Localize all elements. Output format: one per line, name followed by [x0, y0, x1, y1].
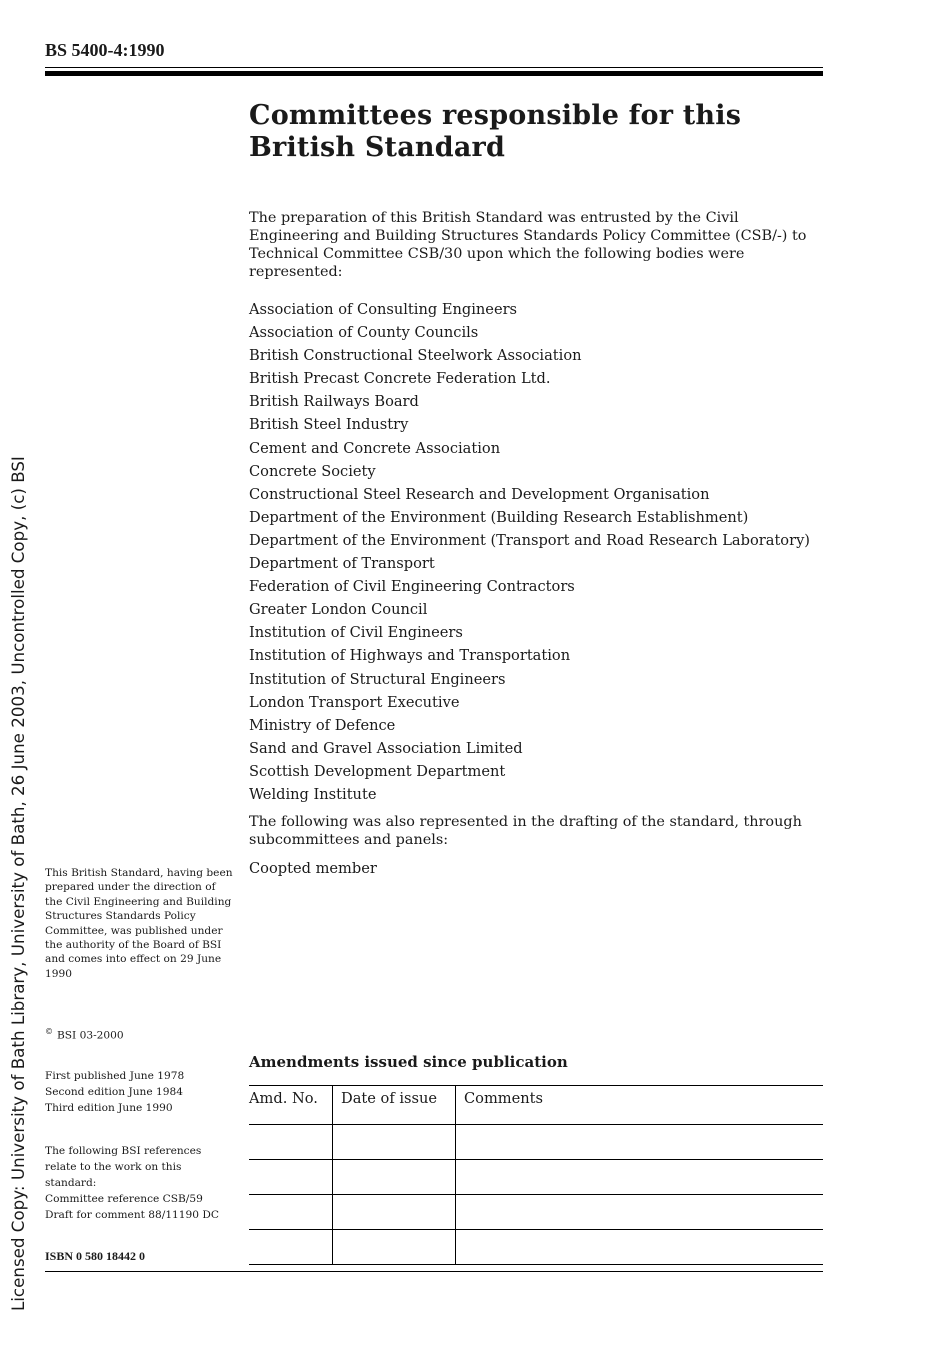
committee-reference: Committee reference CSB/59 [45, 1193, 203, 1205]
copyright-text: BSI 03-2000 [57, 1029, 124, 1042]
list-item: Department of the Environment (Building Research Establishment) [249, 508, 749, 526]
list-item: Association of County Councils [249, 324, 479, 342]
isbn: ISBN 0 580 18442 0 [45, 1249, 146, 1263]
list-item: Association of Consulting Engineers [249, 301, 518, 318]
edition-line: Second edition June 1984 [45, 1086, 183, 1098]
amendments-table [249, 1085, 823, 1265]
list-item: Institution of Civil Engineers [249, 624, 463, 642]
list-item: Cement and Concrete Association [249, 439, 501, 457]
edition-line: Third edition June 1990 [45, 1102, 173, 1114]
list-item: British Constructional Steelwork Association [249, 347, 582, 365]
intro-paragraph: The preparation of this British Standard was entrusted by the Civil Engineering and Building Structures Standards Policy Committee (CSB/-) to Technical Committee CSB/30 upon which the following bodies were represented: [249, 210, 807, 280]
column-header-comments: Comments [456, 1086, 824, 1125]
represented-bodies-list [249, 298, 810, 806]
table-cell [333, 1230, 456, 1265]
table-cell [456, 1160, 824, 1195]
table-cell [249, 1160, 333, 1195]
document-identifier: BS 5400-4:1990 [45, 40, 165, 60]
header-rule-thick [45, 71, 823, 76]
edition-history [45, 1068, 235, 1116]
footer-rule [45, 1271, 823, 1272]
list-item: Constructional Steel Research and Development Organisation [249, 485, 710, 503]
table-cell [456, 1230, 824, 1265]
list-item: London Transport Executive [249, 693, 460, 711]
page-title: Committees responsible for this British Standard [249, 100, 742, 163]
references-intro: The following BSI references relate to the work on this standard: [45, 1145, 202, 1189]
list-item: British Precast Concrete Federation Ltd. [249, 370, 551, 388]
license-watermark: Licensed Copy: University of Bath Library, University of Bath, 26 June 2003, Uncontrolled Copy, (c) BSI [8, 456, 28, 1311]
bsi-references [45, 1143, 235, 1223]
list-item: Department of Transport [249, 555, 435, 573]
column-header-date-of-issue: Date of issue [333, 1086, 456, 1125]
table-cell [456, 1195, 824, 1230]
table-cell [249, 1230, 333, 1265]
list-item: Welding Institute [249, 785, 377, 803]
table-row [249, 1195, 823, 1230]
list-item: Department of the Environment (Transport and Road Research Laboratory) [249, 531, 811, 549]
table-row [249, 1230, 823, 1265]
edition-line: First published June 1978 [45, 1070, 185, 1082]
table-cell [249, 1195, 333, 1230]
header-rule-thin [45, 67, 823, 68]
coopted-member: Coopted member [249, 860, 377, 877]
list-item: Concrete Society [249, 462, 376, 480]
table-header-row [249, 1086, 823, 1125]
also-represented-paragraph: The following was also represented in the drafting of the standard, through subcommittees and panels: [249, 814, 802, 848]
table-cell [249, 1125, 333, 1160]
amendments-title: Amendments issued since publication [249, 1053, 568, 1071]
publication-note: This British Standard, having been prepared under the direction of the Civil Engineering and Building Structures Standards Policy Committee, was published under the authority of the Board of BSI and comes into effect on 29 June 1990 [45, 867, 233, 980]
list-item: Greater London Council [249, 601, 428, 619]
copyright-symbol: © [45, 1027, 53, 1036]
list-item: British Railways Board [249, 393, 419, 411]
table-cell [333, 1160, 456, 1195]
list-item: Institution of Highways and Transportation [249, 647, 571, 665]
table-cell [333, 1195, 456, 1230]
table-cell [456, 1125, 824, 1160]
list-item: Scottish Development Department [249, 762, 506, 780]
draft-reference: Draft for comment 88/11190 DC [45, 1209, 219, 1221]
list-item: Institution of Structural Engineers [249, 670, 506, 688]
copyright-notice [45, 1025, 235, 1043]
table-row [249, 1125, 823, 1160]
list-item: Federation of Civil Engineering Contractors [249, 578, 575, 596]
table-row [249, 1160, 823, 1195]
table-cell [333, 1125, 456, 1160]
column-header-amd-no: Amd. No. [249, 1086, 333, 1125]
list-item: British Steel Industry [249, 416, 409, 434]
list-item: Sand and Gravel Association Limited [249, 739, 523, 757]
list-item: Ministry of Defence [249, 716, 396, 734]
